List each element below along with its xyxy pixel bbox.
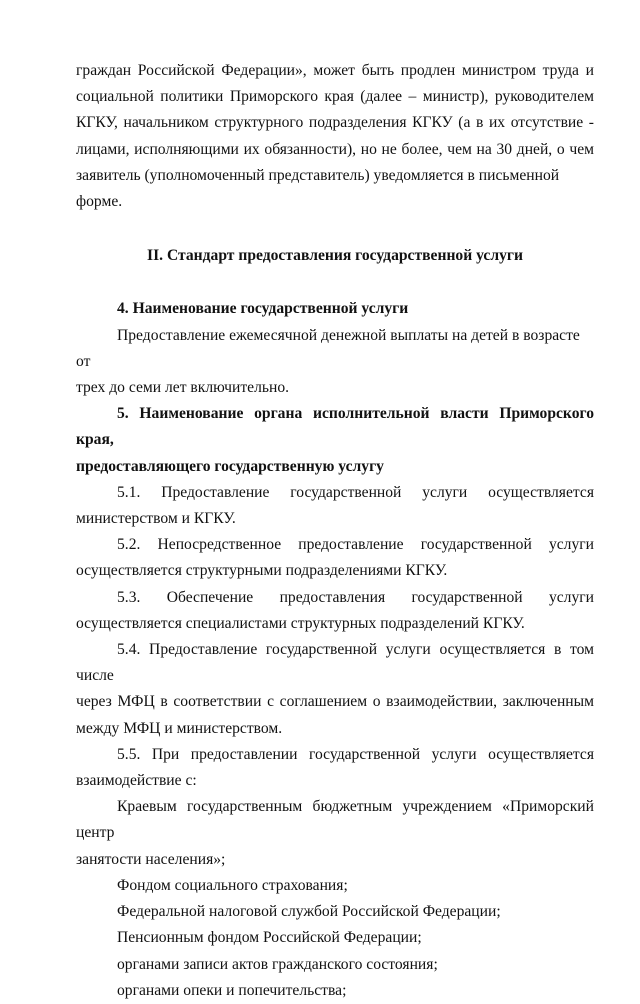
paragraph-5-3-line: 5.3. Обеспечение предоставления государственной услуги: [117, 588, 594, 606]
intro-line: заявитель (уполномоченный представитель) уведомляется в письменной форме.: [76, 166, 560, 211]
paragraph-5-5-line: взаимодействие с:: [76, 772, 197, 790]
paragraph-5-5-line: 5.5. При предоставлении государственной услуги осуществляется: [117, 745, 594, 763]
list-item: Краевым государственным бюджетным учреждением «Приморский центр: [76, 798, 594, 842]
section-4-text-line: трех до семи лет включительно.: [76, 379, 290, 397]
paragraph-5-1-line: министерством и КГКУ.: [76, 510, 236, 528]
intro-line: лицами, исполняющими их обязанности), но не более, чем на 30 дней, о чем: [76, 140, 594, 158]
list-item: Федеральной налоговой службой Российской Федерации;: [117, 903, 501, 921]
paragraph-5-4-line: между МФЦ и министерством.: [76, 719, 283, 737]
list-item: Фондом социального страхования;: [117, 876, 348, 894]
section-5-heading-line: предоставляющего государственную услугу: [76, 457, 384, 475]
list-item: занятости населения»;: [76, 850, 226, 868]
section-4-text-line: Предоставление ежемесячной денежной выплаты на детей в возрасте от: [76, 326, 580, 370]
section-title: II. Стандарт предоставления государственной услуги: [147, 247, 523, 265]
list-item: органами опеки и попечительства;: [117, 981, 347, 999]
intro-line: граждан Российской Федерации», может быть продлен министром труда и: [76, 62, 594, 79]
paragraph-5-3-line: осуществляется специалистами структурных подразделений КГКУ.: [76, 614, 525, 632]
section-5-heading-line: 5. Наименование органа исполнительной власти Приморского края,: [76, 405, 594, 449]
intro-line: социальной политики Приморского края (далее – министр), руководителем: [76, 88, 594, 106]
list-item: органами записи актов гражданского состояния;: [117, 955, 438, 973]
list-item: Пенсионным фондом Российской Федерации;: [117, 929, 422, 947]
intro-line: КГКУ, начальником структурного подразделения КГКУ (а в их отсутствие -: [76, 114, 594, 132]
paragraph-5-4-line: через МФЦ в соответствии с соглашением о взаимодействии, заключенным: [76, 693, 594, 711]
intro-paragraph: [76, 58, 594, 215]
section-4-heading: 4. Наименование государственной услуги: [117, 300, 409, 318]
paragraph-5-4-line: 5.4. Предоставление государственной услуги осуществляется в том числе: [76, 641, 594, 685]
paragraph-5-2-line: 5.2. Непосредственное предоставление государственной услуги: [117, 536, 594, 554]
paragraph-5-2-line: осуществляется структурными подразделениями КГКУ.: [76, 562, 448, 580]
page-content: [76, 58, 594, 1004]
paragraph-5-1-line: 5.1. Предоставление государственной услуги осуществляется: [117, 483, 594, 501]
